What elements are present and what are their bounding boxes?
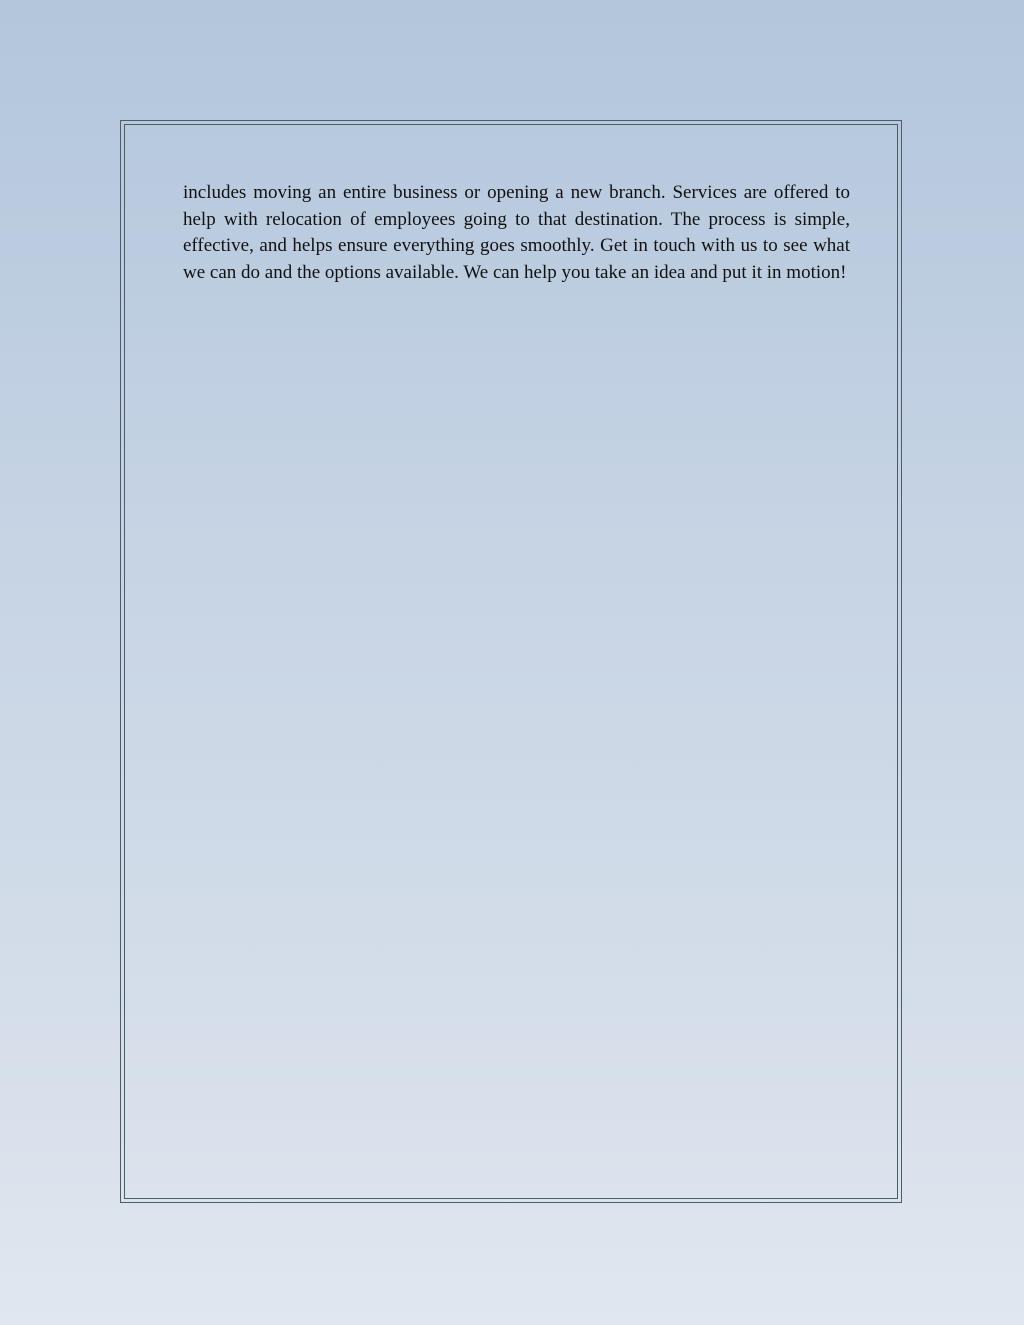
page-border-inner [124,124,898,1199]
page-border-frame [120,120,902,1203]
body-paragraph: includes moving an entire business or opening a new branch. Services are offered to help with relocation of employees going to that destination. The process is simple, effective, and helps ensure everything goes smoothly. Get in touch with us to see what we can do and the options available. We can help you take an idea and put it in motion! [183,182,850,283]
